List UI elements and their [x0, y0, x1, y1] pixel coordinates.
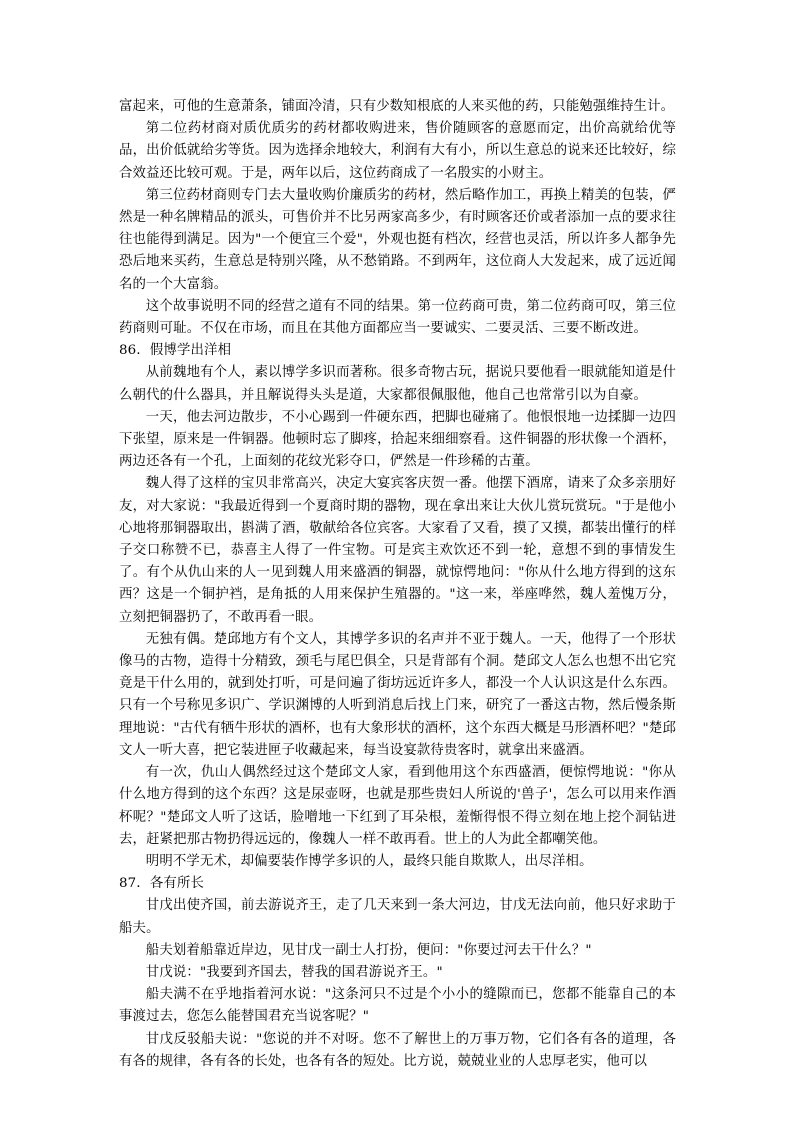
paragraph: 无独有偶。楚邱地方有个文人，其博学多识的名声并不亚于魏人。一天，他得了一个形状像马的古物，造得十分精致，颈毛与尾巴俱全，只是背部有个洞。楚邱文人怎么也想不出它究竟是干什么用的，就到处打听，可是问遍了街坊远近许多人，都没一个人认识这是什么东西。只有一个号称见多识广、学识渊博的人听到消息后找上门来，研究了一番这古物，然后慢条斯理地说："古代有牺牛形状的酒杯，也有大象形状的酒杯，这个东西大概是马形酒杯吧？"楚邱文人一听大喜，把它装进匣子收藏起来，每当设宴款待贵客时，就拿出来盛酒。 — [119, 631, 676, 758]
paragraph: 第二位药材商对质优质劣的药材都收购进来，售价随顾客的意愿而定，出价高就给优等品，出价低就给劣等货。因为选择余地较大，利润有大有小，所以生意总的说来还比较好，综合效益还比较可观。于是，两年以后，这位药商成了一名殷实的小财主。 — [119, 121, 676, 181]
paragraph: 船夫满不在乎地指着河水说："这条河只不过是个小小的缝隙而已，您都不能靠自己的本事渡过去，您怎么能替国君充当说客呢？" — [119, 987, 676, 1025]
paragraph: 富起来，可他的生意萧条，铺面冷清，只有少数知根底的人来买他的药，只能勉强维持生计。 — [119, 99, 675, 114]
paragraph: 有一次，仇山人偶然经过这个楚邱文人家，看到他用这个东西盛酒，便惊愕地说："你从什么地方得到的这个东西？这是尿壶呀，也就是那些贵妇人所说的'兽子'，怎么可以用来作酒杯呢？"楚邱文人听了这话，脸噌地一下红到了耳朵根，羞惭得恨不得立刻在地上挖个洞钻进去，赶紧把那古物扔得远远的，像魏人一样不敢再看。世上的人为此全都嘲笑他。 — [119, 765, 676, 847]
document-body — [119, 96, 676, 1073]
paragraph: 从前魏地有个人，素以博学多识而著称。很多奇物古玩，据说只要他看一眼就能知道是什么朝代的什么器具，并且解说得头头是道，大家都很佩服他，他自己也常常引以为自豪。 — [119, 365, 676, 403]
paragraph: 甘戊说："我要到齐国去，替我的国君游说齐王。" — [145, 964, 443, 980]
section-heading: 87．各有所长 — [119, 876, 205, 892]
paragraph: 明明不学无术，却偏要装作博学多识的人，最终只能自欺欺人，出尽洋相。 — [145, 853, 593, 869]
paragraph: 魏人得了这样的宝贝非常高兴，决定大宴宾客庆贺一番。他摆下酒席，请来了众多亲朋好友，对大家说："我最近得到一个夏商时期的器物，现在拿出来让大伙儿赏玩赏玩。"于是他小心地将那铜器取出，斟满了酒，敬献给各位宾客。大家看了又看，摸了又摸，都装出懂行的样子交口称赞不已，恭喜主人得了一件宝物。可是宾主欢饮还不到一轮，意想不到的事情发生了。有个从仇山来的人一见到魏人用来盛酒的铜器，就惊愕地问："你从什么地方得到的这东西？这是一个铜护裆，是角抵的人用来保护生殖器的。"这一来，举座哗然，魏人羞愧万分，立刻把铜器扔了，不敢再看一眼。 — [119, 476, 676, 625]
paragraph: 一天，他去河边散步，不小心踢到一件硬东西，把脚也碰痛了。他恨恨地一边揉脚一边四下张望，原来是一件铜器。他顿时忘了脚疼，拾起来细细察看。这件铜器的形状像一个酒杯，两边还各有一个孔，上面刻的花纹光彩夺口，俨然是一件珍稀的古董。 — [119, 409, 676, 470]
paragraph: 这个故事说明不同的经营之道有不同的结果。第一位药商可贵，第二位药商可叹，第三位药商则可耻。不仅在市场，而且在其他方面都应当一要诚实、二要灵活、三要不断改进。 — [119, 298, 676, 337]
paragraph: 第三位药材商则专门去大量收购价廉质劣的药材，然后略作加工，再换上精美的包装，俨然是一种名牌精品的派头，可售价并不比另两家高多少，有时顾客还价或者添加一点的要求往往也能得到满足。因为"一个便宜三个爱"，外观也挺有档次，经营也灵活，所以许多人都争先恐后地来买药，生意总是特别兴隆，从不愁销路。不到两年，这位商人大发起来，成了远近闻名的一个大富翁。 — [119, 187, 676, 292]
paragraph: 甘戊反驳船夫说："您说的并不对呀。您不了解世上的万事万物，它们各有各的道理，各有各的规律，各有各的长处，也各有各的短处。比方说，兢兢业业的人忠厚老实，他可以 — [119, 1031, 676, 1069]
section-heading: 86．假博学出洋相 — [119, 343, 232, 359]
paragraph: 船夫划着船靠近岸边，见甘戊一副士人打扮，便问："你要过河去干什么？" — [145, 942, 592, 958]
paragraph: 甘戊出使齐国，前去游说齐王，走了几天来到一条大河边，甘戊无法向前，他只好求助于船夫。 — [119, 898, 676, 936]
